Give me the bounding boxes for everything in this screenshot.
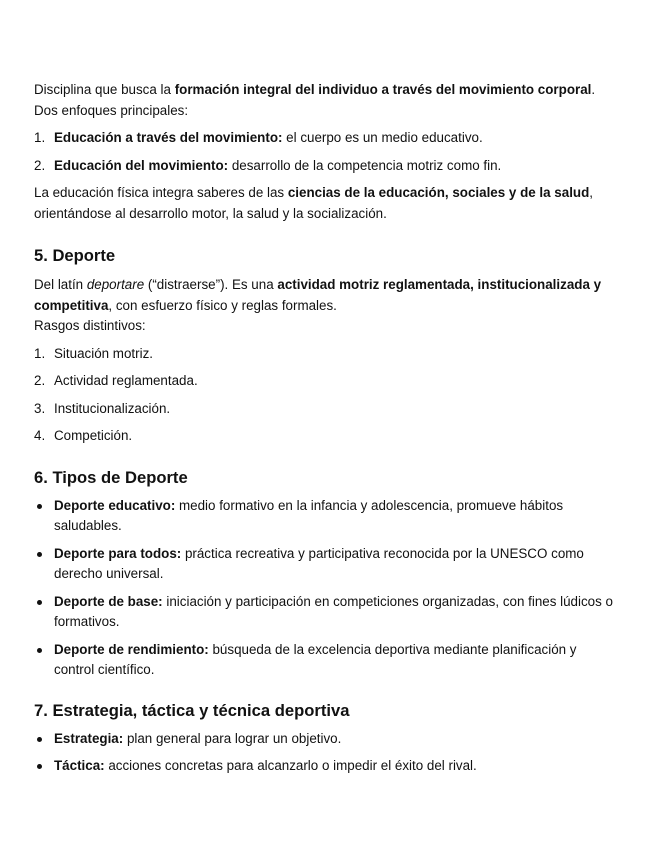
list-number: 1. (34, 130, 46, 145)
text-span: Institucionalización. (54, 400, 171, 416)
text-span: , orientándose al desarrollo motor, la salud y la socialización. (34, 185, 594, 221)
text-span: iniciación y participación en competiciones organizadas, con fines lúdicos o formativos. (54, 593, 613, 629)
approaches-list (34, 128, 615, 176)
traits-list (34, 344, 615, 447)
text-span: Disciplina que busca la (34, 82, 175, 97)
intro-paragraph-3 (34, 183, 615, 224)
list-item (34, 592, 615, 633)
intro-paragraph-1 (34, 80, 615, 101)
list-item (34, 344, 615, 365)
text-span: (“distraerse”). Es una (144, 277, 278, 292)
section-heading-estrategia: 7. Estrategia, táctica y técnica deportiva (34, 700, 350, 720)
list-item (34, 426, 615, 447)
text-span: acciones concretas para alcanzarlo o impedir el éxito del rival. (104, 758, 477, 773)
text-span: Actividad reglamentada. (54, 373, 198, 388)
bullet-icon (37, 648, 42, 653)
text-span: Situación motriz. (54, 345, 153, 361)
text-span: búsqueda de la excelencia deportiva mediante planificación y control científico. (54, 641, 577, 677)
list-number: 2. (34, 157, 46, 173)
text-span: medio formativo en la infancia y adolescencia, promueve hábitos saludables. (54, 497, 564, 533)
deporte-paragraph-1 (34, 275, 615, 316)
bold-span: Deporte educativo: (54, 497, 176, 513)
bold-span: actividad motriz reglamentada, institucionalizada y competitiva (34, 277, 602, 313)
bold-span: Deporte de base: (54, 593, 163, 609)
text-span: La educación física integra saberes de las (34, 185, 288, 200)
list-item (34, 496, 615, 537)
bold-span: Táctica: (54, 758, 105, 773)
bold-span: Deporte para todos: (54, 545, 182, 561)
text-span: Del latín (34, 277, 87, 292)
list-item (34, 371, 615, 392)
section-heading-deporte: 5. Deporte (34, 246, 116, 265)
text-span: plan general para lograr un objetivo. (123, 730, 342, 746)
list-number: 4. (34, 428, 46, 443)
text-span: , con esfuerzo físico y reglas formales. (108, 297, 337, 313)
text-span: práctica recreativa y participativa reconocida por la UNESCO como derecho universal. (54, 545, 584, 581)
text-span: . (591, 82, 596, 97)
list-item (34, 640, 615, 681)
bold-span: formación integral del individuo a través del movimiento corporal (174, 82, 592, 97)
list-number: 3. (34, 400, 46, 416)
bold-span: ciencias de la educación, sociales y de la salud (287, 185, 590, 200)
italic-span: deportare (86, 277, 145, 292)
text-span: el cuerpo es un medio educativo. (282, 130, 483, 145)
bullet-icon (37, 737, 42, 742)
bullet-icon (37, 600, 42, 605)
section-heading-tipos: 6. Tipos de Deporte (34, 467, 188, 487)
bold-span: Educación del movimiento: (54, 157, 229, 173)
bullet-icon (37, 764, 42, 769)
bold-span: Estrategia: (54, 730, 124, 746)
text-span: desarrollo de la competencia motriz como fin. (228, 157, 502, 173)
bold-span: Deporte de rendimiento: (54, 641, 209, 657)
intro-paragraph-2: Dos enfoques principales: (34, 102, 189, 118)
sport-types-list (34, 496, 615, 681)
list-item (34, 756, 615, 777)
strategy-list (34, 729, 615, 777)
bullet-icon (37, 504, 42, 509)
list-item (34, 156, 615, 177)
deporte-paragraph-2: Rasgos distintivos: (34, 318, 146, 333)
list-item (34, 128, 615, 149)
list-item (34, 729, 615, 750)
list-number: 2. (34, 373, 46, 388)
list-number: 1. (34, 345, 46, 361)
list-item (34, 544, 615, 585)
list-item (34, 399, 615, 420)
text-span: Competición. (54, 428, 133, 443)
bullet-icon (37, 552, 42, 557)
bold-span: Educación a través del movimiento: (54, 130, 283, 145)
